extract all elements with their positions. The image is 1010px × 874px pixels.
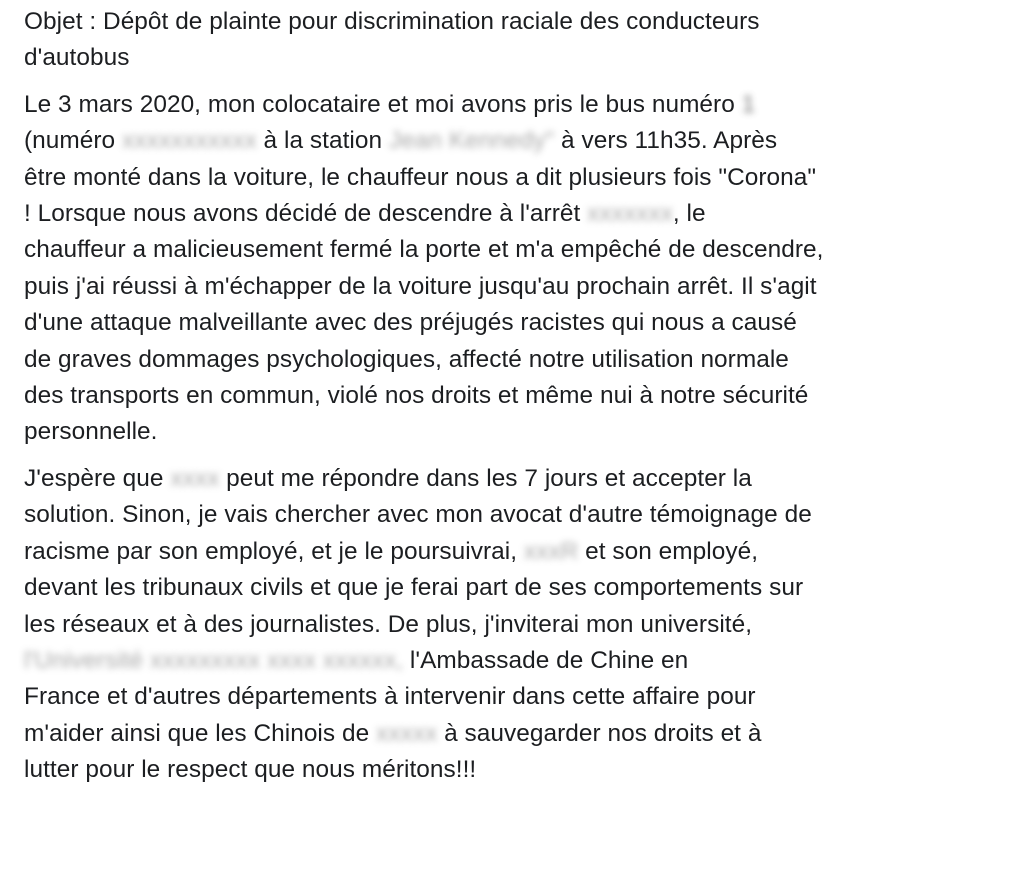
text-segment: à sauvegarder nos droits et à — [437, 719, 762, 747]
paragraph-line: les réseaux et à des journalistes. De plus, j'inviterai mon université, — [24, 610, 753, 638]
paragraph-line — [24, 716, 984, 752]
text-segment: m'aider ainsi que les Chinois de — [24, 719, 377, 747]
subject-line-1: Objet : Dépôt de plainte pour discrimination raciale des conducteurs — [24, 8, 760, 35]
paragraph-line: France et d'autres départements à intervenir dans cette affaire pour — [24, 683, 756, 711]
paragraph-line: des transports en commun, violé nos droits et même nui à notre sécurité — [24, 382, 809, 410]
paragraph-line — [24, 87, 984, 123]
paragraph-incident — [24, 87, 984, 451]
text-segment: (numéro — [24, 127, 122, 155]
paragraph-line: puis j'ai réussi à m'échapper de la voiture jusqu'au prochain arrêt. Il s'agit — [24, 272, 817, 300]
paragraph-demands — [24, 461, 984, 789]
redacted-bus-number: 1 — [741, 90, 756, 118]
redacted-city-name: xxxxx — [376, 719, 438, 747]
paragraph-line: d'une attaque malveillante avec des préjugés racistes qui nous a causé — [24, 309, 797, 337]
text-segment: Le 3 mars 2020, mon colocataire et moi avons pris le bus numéro — [24, 90, 742, 118]
text-segment: J'espère que — [24, 464, 171, 492]
text-segment: , le — [672, 200, 706, 228]
text-segment: à la station — [256, 127, 389, 155]
text-segment: à vers 11h35. Après — [554, 127, 778, 155]
redacted-university-name: l'Université xxxxxxxxx xxxx xxxxxx, — [24, 646, 404, 674]
subject-line-2: d'autobus — [24, 44, 130, 72]
text-segment: peut me répondre dans les 7 jours et accepter la — [219, 464, 752, 492]
subject-heading — [24, 4, 984, 77]
paragraph-line — [24, 643, 984, 679]
paragraph-line: solution. Sinon, je vais chercher avec mon avocat d'autre témoignage de — [24, 501, 812, 529]
paragraph-line — [24, 123, 984, 159]
paragraph-line: être monté dans la voiture, le chauffeur nous a dit plusieurs fois "Corona" — [24, 163, 817, 191]
text-segment: et son employé, — [578, 537, 759, 565]
paragraph-line: de graves dommages psychologiques, affecté notre utilisation normale — [24, 345, 789, 373]
text-segment: ! Lorsque nous avons décidé de descendre à l'arrêt — [24, 200, 588, 228]
paragraph-line — [24, 196, 984, 232]
paragraph-line — [24, 534, 984, 570]
text-segment: l'Ambassade de Chine en — [403, 646, 689, 674]
redacted-station-name: Jean Kennedy" — [388, 127, 555, 155]
paragraph-line: personnelle. — [24, 418, 158, 446]
paragraph-line — [24, 461, 984, 497]
redacted-line-number: xxxxxxxxxxx — [122, 127, 257, 155]
paragraph-line: lutter pour le respect que nous méritons!!! — [24, 756, 477, 784]
paragraph-line: chauffeur a malicieusement fermé la porte et m'a empêché de descendre, — [24, 236, 824, 264]
redacted-stop-name: xxxxxxx — [587, 200, 673, 228]
complaint-letter — [24, 4, 984, 799]
paragraph-line: devant les tribunaux civils et que je ferai part de ses comportements sur — [24, 574, 804, 602]
redacted-company-name: xxxx — [170, 464, 220, 492]
redacted-company-name: xxxR — [523, 537, 579, 565]
text-segment: racisme par son employé, et je le poursuivrai, — [24, 537, 524, 565]
